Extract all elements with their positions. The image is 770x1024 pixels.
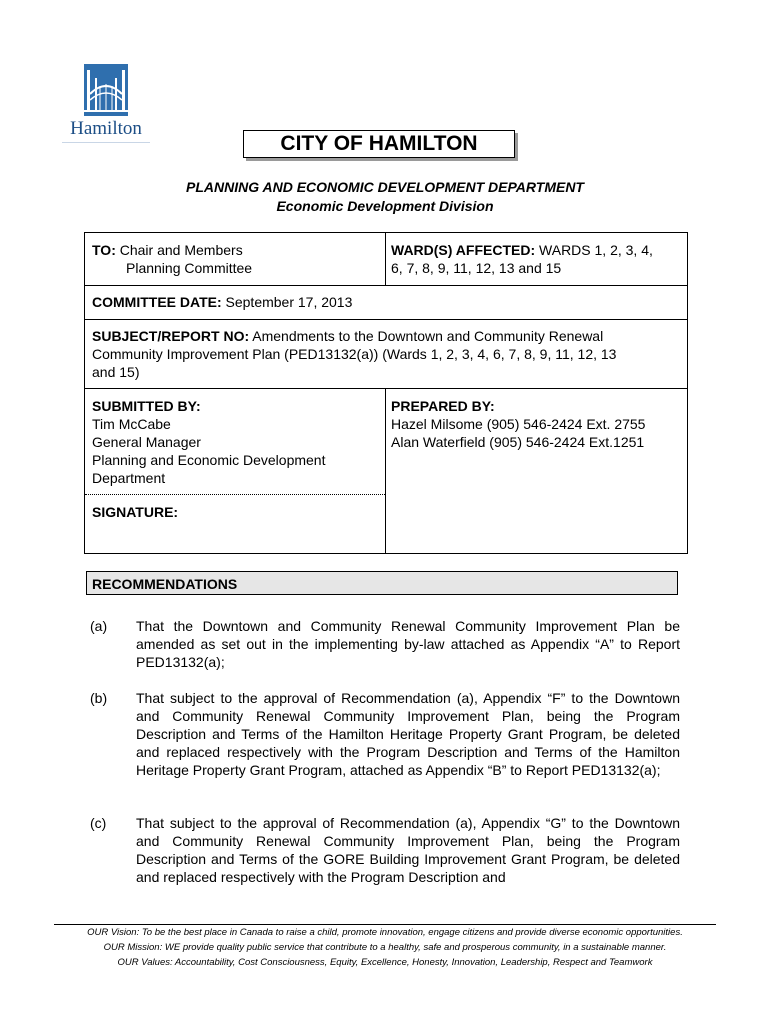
prepared-line: Alan Waterfield (905) 546-2424 Ext.1251: [391, 434, 645, 450]
recommendation-label: (a): [90, 618, 108, 634]
memo-divider: [85, 319, 687, 320]
logo-wordmark: Hamilton: [70, 118, 142, 139]
wards-cell: [391, 241, 683, 277]
recommendation-label: (c): [90, 815, 107, 831]
memo-divider: [85, 285, 687, 286]
page-title: CITY OF HAMILTON: [243, 130, 515, 158]
footer-vision: OUR Vision: To be the best place in Canada to raise a child, promote innovation, engage citizens and provide diverse economic opportunities.: [87, 927, 683, 938]
submitted-line: Department: [92, 470, 166, 486]
department-name: PLANNING AND ECONOMIC DEVELOPMENT DEPARTMENT: [186, 179, 584, 195]
recommendation-text: That subject to the approval of Recommendation (a), Appendix “G” to the Downtown and Community Renewal Community Improvement Plan, being the Program Description and Terms of the GORE Building Improvement Grant Program, be deleted and replaced respectively with the Program Description and: [136, 815, 680, 885]
submitted-label: SUBMITTED BY:: [92, 398, 201, 414]
logo-rule: [62, 142, 150, 143]
to-label: TO:: [92, 242, 116, 258]
memo-divider: [385, 233, 386, 285]
wards-label: WARD(S) AFFECTED:: [391, 242, 536, 258]
prepared-label: PREPARED BY:: [391, 398, 495, 414]
recommendation-item: [90, 617, 680, 671]
signature-cell: [92, 503, 382, 521]
recommendation-label: (b): [90, 690, 108, 706]
to-cell: [92, 241, 382, 277]
recommendation-item: [90, 689, 680, 779]
submitted-cell: [92, 397, 382, 487]
submitted-line: Planning and Economic Development: [92, 452, 326, 468]
signature-label: SIGNATURE:: [92, 504, 179, 520]
wards-value: WARDS 1, 2, 3, 4,: [539, 242, 653, 258]
footer-values: OUR Values: Accountability, Cost Consciousness, Equity, Excellence, Honesty, Innovation, Leadership, Respect and Teamwork: [117, 957, 653, 968]
memo-table: [84, 232, 688, 554]
recommendation-item: [90, 814, 680, 886]
recommendation-text: That subject to the approval of Recommendation (a), Appendix “F” to the Downtown and Community Renewal Community Improvement Plan, being the Program Description and Terms of the Hamilton Heritage Property Grant Program, be deleted and replaced respectively with the Program Description and Terms of the Hamilton Heritage Property Grant Program, attached as Appendix “B” to Report PED13132(a);: [136, 690, 680, 778]
committee-date-value: September 17, 2013: [225, 294, 353, 310]
committee-date-cell: [92, 293, 682, 311]
subject-cell: [92, 327, 684, 381]
footer-rule: [54, 924, 716, 925]
logo-emblem-icon: [84, 64, 128, 116]
committee-date-label: COMMITTEE DATE:: [92, 294, 222, 310]
recommendation-text: That the Downtown and Community Renewal Community Improvement Plan be amended as set out in the implementing by-law attached as Appendix “A” to Report PED13132(a);: [136, 618, 680, 670]
wards-value: 6, 7, 8, 9, 11, 12, 13 and 15: [391, 260, 562, 276]
recommendations-heading: RECOMMENDATIONS: [86, 571, 678, 595]
submitted-line: General Manager: [92, 434, 201, 450]
submitted-line: Tim McCabe: [92, 416, 171, 432]
division-name: Economic Development Division: [276, 198, 494, 214]
to-recipient: Planning Committee: [126, 260, 253, 276]
memo-divider: [85, 388, 687, 389]
signature-divider: [85, 494, 385, 495]
to-recipient: Chair and Members: [119, 242, 243, 258]
prepared-cell: [391, 397, 683, 451]
prepared-line: Hazel Milsome (905) 546-2424 Ext. 2755: [391, 416, 646, 432]
footer-mission: OUR Mission: WE provide quality public service that contribute to a healthy, safe and prosperous community, in a sustainable manner.: [103, 942, 667, 953]
subject-label: SUBJECT/REPORT NO:: [92, 328, 250, 344]
subject-text: Community Improvement Plan (PED13132(a)) (Wards 1, 2, 3, 4, 6, 7, 8, 9, 11, 12, 13: [92, 346, 617, 362]
subject-text: and 15): [92, 364, 140, 380]
memo-divider: [385, 388, 386, 553]
subject-text: Amendments to the Downtown and Community Renewal: [252, 328, 604, 344]
